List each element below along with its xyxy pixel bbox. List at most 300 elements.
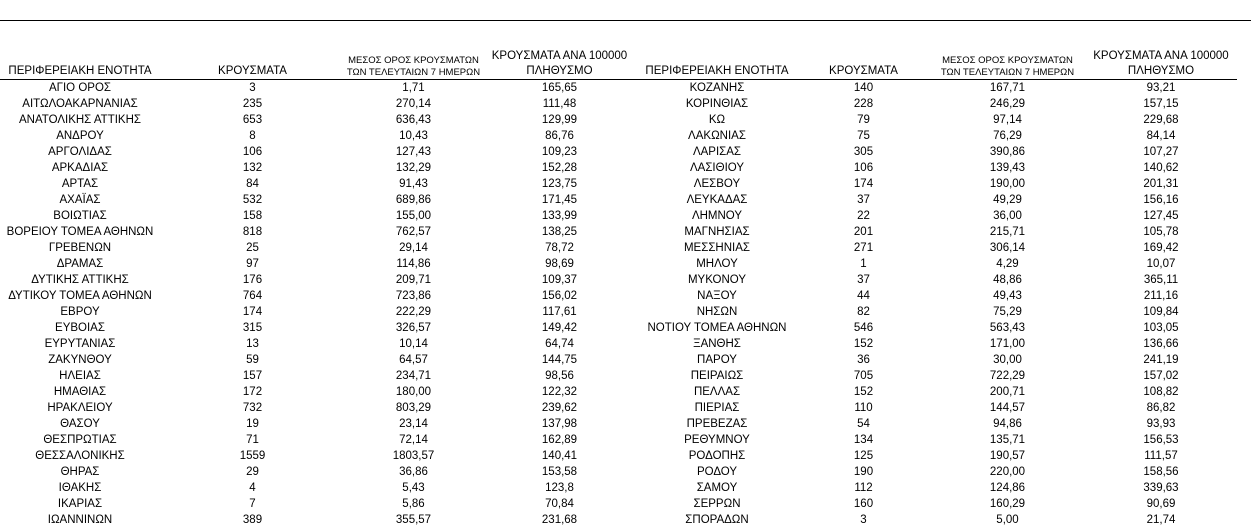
table-row <box>0 496 637 512</box>
avg7-cell: 144,57 <box>989 401 1026 414</box>
table-row <box>637 128 1237 144</box>
cases-cell: 106 <box>853 161 874 174</box>
cases-cell: 532 <box>242 193 263 206</box>
cases-cell: 228 <box>853 97 874 110</box>
avg7-cell: 94,86 <box>993 417 1022 430</box>
table-body-right <box>637 79 1237 528</box>
table-row <box>0 432 637 448</box>
region-cell: ΝΟΤΙΟΥ ΤΟΜΕΑ ΑΘΗΝΩΝ <box>647 321 787 334</box>
table-row <box>0 160 637 176</box>
per100k-cell: 107,27 <box>1143 145 1179 158</box>
region-cell: ΑΝΔΡΟΥ <box>56 129 104 142</box>
region-cell: ΘΕΣΠΡΩΤΙΑΣ <box>43 433 117 446</box>
per100k-cell: 140,62 <box>1143 161 1179 174</box>
cases-cell: 106 <box>242 145 263 158</box>
avg7-cell: 72,14 <box>399 433 428 446</box>
avg7-cell: 636,43 <box>395 113 432 126</box>
cases-cell: 71 <box>246 433 259 446</box>
table-row <box>0 272 637 288</box>
table-row <box>0 240 637 256</box>
cases-cell: 315 <box>242 321 263 334</box>
per100k-cell: 229,68 <box>1143 113 1179 126</box>
per100k-cell: 103,05 <box>1143 321 1179 334</box>
region-cell: ΑΡΤΑΣ <box>61 177 99 190</box>
table-row <box>637 320 1237 336</box>
per100k-cell: 98,56 <box>545 369 574 382</box>
table-row <box>0 464 637 480</box>
per100k-cell: 98,69 <box>545 257 574 270</box>
table-row <box>637 448 1237 464</box>
table-row <box>0 384 637 400</box>
avg7-cell: 803,29 <box>395 401 432 414</box>
per100k-cell: 157,15 <box>1143 97 1179 110</box>
table-row <box>637 144 1237 160</box>
cases-cell: 764 <box>242 289 263 302</box>
avg7-header <box>930 48 1085 79</box>
avg7-cell: 49,43 <box>993 289 1022 302</box>
table-row <box>637 432 1237 448</box>
cases-cell: 705 <box>853 369 874 382</box>
cases-cell: 172 <box>242 385 263 398</box>
avg7-cell: 246,29 <box>989 97 1026 110</box>
table-row <box>0 96 637 112</box>
region-cell: ΜΕΣΣΗΝΙΑΣ <box>683 241 751 254</box>
per100k-cell: 138,25 <box>541 225 578 238</box>
region-cell: ΒΟΙΩΤΙΑΣ <box>53 209 107 222</box>
cases-cell: 19 <box>246 417 259 430</box>
region-cell: ΜΑΓΝΗΣΙΑΣ <box>684 225 750 238</box>
cases-cell: 54 <box>857 417 870 430</box>
avg7-cell: 97,14 <box>993 113 1022 126</box>
table-row <box>637 208 1237 224</box>
avg7-cell: 76,29 <box>993 129 1022 142</box>
per100k-cell: 133,99 <box>541 209 578 222</box>
table-body-left <box>0 79 637 528</box>
avg7-cell: 75,29 <box>993 305 1022 318</box>
header-row <box>637 48 1237 79</box>
per100k-cell: 140,41 <box>541 449 578 462</box>
per100k-cell: 123,8 <box>545 481 574 494</box>
avg7-cell: 222,29 <box>395 305 432 318</box>
cases-cell: 37 <box>857 193 870 206</box>
cases-cell: 158 <box>242 209 263 222</box>
table-row <box>0 352 637 368</box>
region-cell: ΛΕΣΒΟΥ <box>693 177 741 190</box>
table-row <box>0 480 637 496</box>
region-cell: ΙΚΑΡΙΑΣ <box>57 497 103 510</box>
avg7-cell: 124,86 <box>989 481 1026 494</box>
avg7-cell: 10,14 <box>399 337 428 350</box>
cases-cell: 176 <box>242 273 263 286</box>
region-cell: ΑΡΚΑΔΙΑΣ <box>51 161 109 174</box>
cases-cell: 271 <box>853 241 874 254</box>
avg7-cell: 5,86 <box>402 497 425 510</box>
region-cell: ΗΡΑΚΛΕΙΟΥ <box>47 401 113 414</box>
per100k-cell: 105,78 <box>1143 225 1179 238</box>
region-cell: ΜΥΚΟΝΟΥ <box>687 273 747 286</box>
table-row <box>0 304 637 320</box>
cases-cell: 818 <box>242 225 263 238</box>
avg7-cell: 306,14 <box>989 241 1026 254</box>
region-cell: ΑΓΙΟ ΟΡΟΣ <box>48 81 111 94</box>
cases-cell: 4 <box>249 481 256 494</box>
avg7-cell: 132,29 <box>395 161 432 174</box>
region-cell: ΡΟΔΟΥ <box>696 465 738 478</box>
table-row <box>637 496 1237 512</box>
table-row <box>637 480 1237 496</box>
per100k-cell: 109,37 <box>541 273 578 286</box>
avg7-cell: 762,57 <box>395 225 432 238</box>
avg7-cell: 155,00 <box>395 209 432 222</box>
cases-cell: 201 <box>853 225 874 238</box>
per100k-cell: 123,75 <box>541 177 578 190</box>
cases-cell: 97 <box>246 257 259 270</box>
table-row <box>0 224 637 240</box>
per100k-cell: 158,56 <box>1143 465 1179 478</box>
cases-cell: 22 <box>857 209 870 222</box>
avg7-cell: 390,86 <box>989 145 1026 158</box>
cases-cell: 125 <box>853 449 874 462</box>
avg7-cell: 114,86 <box>396 257 431 270</box>
avg7-cell: 200,71 <box>989 385 1026 398</box>
table-row <box>637 400 1237 416</box>
table-row <box>637 464 1237 480</box>
table-row <box>637 272 1237 288</box>
region-header: ΠΕΡΙΦΕΡΕΙΑΚΗ ΕΝΟΤΗΤΑ <box>637 48 797 79</box>
avg7-cell: 5,43 <box>402 481 425 494</box>
region-cell: ΜΗΛΟΥ <box>696 257 738 270</box>
table-row <box>637 304 1237 320</box>
region-cell: ΠΙΕΡΙΑΣ <box>694 401 740 414</box>
avg7-cell: 48,86 <box>993 273 1022 286</box>
cases-cell: 190 <box>853 465 874 478</box>
cases-cell: 3 <box>249 81 256 94</box>
per100k-cell: 231,68 <box>541 513 578 526</box>
per100k-cell: 90,69 <box>1146 497 1176 510</box>
table-row <box>0 128 637 144</box>
table-row <box>0 512 637 528</box>
region-cell: ΔΡΑΜΑΣ <box>56 257 104 270</box>
table-row <box>0 112 637 128</box>
region-cell: ΠΑΡΟΥ <box>697 353 737 366</box>
per100k-cell: 144,75 <box>541 353 578 366</box>
table-row <box>0 288 637 304</box>
avg7-cell: 326,57 <box>395 321 432 334</box>
cases-cell: 84 <box>246 177 259 190</box>
per100k-cell: 162,89 <box>541 433 578 446</box>
region-cell: ΑΙΤΩΛΟΑΚΑΡΝΑΝΙΑΣ <box>22 97 138 110</box>
region-cell: ΓΡΕΒΕΝΩΝ <box>48 241 112 254</box>
per100k-cell: 109,84 <box>1143 305 1179 318</box>
cases-cell: 36 <box>857 353 870 366</box>
region-cell: ΘΑΣΟΥ <box>60 417 100 430</box>
avg7-cell: 49,29 <box>993 193 1022 206</box>
avg7-header-line2: ΤΩΝ ΤΕΛΕΥΤΑΙΩΝ 7 ΗΜΕΡΩΝ <box>346 66 481 78</box>
per100k-cell: 111,57 <box>1144 449 1178 462</box>
region-cell: ΘΕΣΣΑΛΟΝΙΚΗΣ <box>35 449 125 462</box>
region-cell: ΣΑΜΟΥ <box>696 481 738 494</box>
per100k-cell: 136,66 <box>1143 337 1179 350</box>
table-row <box>0 336 637 352</box>
avg7-cell: 689,86 <box>395 193 432 206</box>
avg7-cell: 10,43 <box>399 129 428 142</box>
cases-cell: 174 <box>242 305 263 318</box>
region-cell: ΠΡΕΒΕΖΑΣ <box>686 417 748 430</box>
region-cell: ΑΝΑΤΟΛΙΚΗΣ ΑΤΤΙΚΗΣ <box>18 113 141 126</box>
table-row <box>637 352 1237 368</box>
region-cell: ΘΗΡΑΣ <box>60 465 100 478</box>
per100k-cell: 129,99 <box>541 113 578 126</box>
cases-header: ΚΡΟΥΣΜΑΤΑ <box>160 48 345 79</box>
cases-cell: 160 <box>853 497 874 510</box>
table-row <box>637 256 1237 272</box>
table-row <box>637 160 1237 176</box>
cases-cell: 132 <box>242 161 263 174</box>
region-cell: ΞΑΝΘΗΣ <box>693 337 741 350</box>
cases-cell: 75 <box>857 129 870 142</box>
region-cell: ΕΒΡΟΥ <box>60 305 100 318</box>
region-cell: ΗΜΑΘΙΑΣ <box>53 385 107 398</box>
cases-cell: 44 <box>857 289 870 302</box>
avg7-cell: 723,86 <box>395 289 432 302</box>
avg7-cell: 209,71 <box>395 273 432 286</box>
top-rule <box>0 20 1251 21</box>
table-row <box>637 512 1237 528</box>
table-row <box>0 400 637 416</box>
region-cell: ΛΕΥΚΑΔΑΣ <box>686 193 748 206</box>
region-cell: ΙΩΑΝΝΙΝΩΝ <box>47 513 113 526</box>
cases-cell: 653 <box>242 113 263 126</box>
table-row <box>637 112 1237 128</box>
region-cell: ΒΟΡΕΙΟΥ ΤΟΜΕΑ ΑΘΗΝΩΝ <box>6 225 154 238</box>
cases-cell: 82 <box>857 305 870 318</box>
avg7-cell: 91,43 <box>399 177 428 190</box>
avg7-cell: 135,71 <box>989 433 1026 446</box>
table-row <box>0 256 637 272</box>
table-row <box>0 176 637 192</box>
per100k-header-line1: ΚΡΟΥΣΜΑΤΑ ΑΝΑ 100000 <box>1093 49 1229 62</box>
avg7-cell: 167,71 <box>989 81 1026 94</box>
region-cell: ΛΑΣΙΘΙΟΥ <box>689 161 745 174</box>
avg7-cell: 64,57 <box>399 353 428 366</box>
per100k-cell: 156,53 <box>1143 433 1179 446</box>
per100k-cell: 239,62 <box>541 401 578 414</box>
avg7-cell: 1,71 <box>402 81 425 94</box>
tables-container <box>0 48 1237 528</box>
cases-cell: 235 <box>242 97 263 110</box>
per100k-cell: 108,82 <box>1143 385 1179 398</box>
per100k-cell: 111,48 <box>542 97 577 110</box>
region-cell: ΚΟΡΙΝΘΙΑΣ <box>685 97 749 110</box>
region-cell: ΝΗΣΩΝ <box>696 305 738 318</box>
region-cell: ΚΩ <box>708 113 726 126</box>
region-cell: ΡΕΘΥΜΝΟΥ <box>684 433 750 446</box>
table-row <box>0 208 637 224</box>
per100k-header <box>482 48 637 79</box>
region-cell: ΛΑΡΙΣΑΣ <box>692 145 742 158</box>
per100k-header-line2: ΠΛΗΘΥΣΜΟ <box>526 64 593 77</box>
per100k-cell: 64,74 <box>545 337 574 350</box>
region-cell: ΛΑΚΩΝΙΑΣ <box>688 129 746 142</box>
cases-cell: 174 <box>853 177 874 190</box>
avg7-cell: 234,71 <box>395 369 432 382</box>
avg7-cell: 563,43 <box>989 321 1026 334</box>
avg7-cell: 23,14 <box>399 417 428 430</box>
table-row <box>637 96 1237 112</box>
per100k-cell: 169,42 <box>1143 241 1179 254</box>
cases-cell: 152 <box>853 385 874 398</box>
cases-cell: 3 <box>860 513 867 526</box>
per100k-cell: 156,16 <box>1143 193 1179 206</box>
region-cell: ΣΠΟΡΑΔΩΝ <box>685 513 749 526</box>
cases-cell: 140 <box>853 81 874 94</box>
cases-cell: 79 <box>857 113 870 126</box>
region-cell: ΔΥΤΙΚΟΥ ΤΟΜΕΑ ΑΘΗΝΩΝ <box>8 289 152 302</box>
table-row <box>0 192 637 208</box>
per100k-cell: 70,84 <box>545 497 574 510</box>
region-cell: ΑΡΓΟΛΙΔΑΣ <box>48 145 112 158</box>
per100k-cell: 157,02 <box>1143 369 1179 382</box>
region-cell: ΛΗΜΝΟΥ <box>691 209 743 222</box>
per100k-cell: 21,74 <box>1146 513 1176 526</box>
avg7-cell: 160,29 <box>989 497 1026 510</box>
region-cell: ΚΟΖΑΝΗΣ <box>689 81 745 94</box>
cases-cell: 110 <box>854 401 873 414</box>
table-row <box>0 144 637 160</box>
per100k-cell: 149,42 <box>541 321 578 334</box>
cases-cell: 13 <box>246 337 259 350</box>
per100k-cell: 109,23 <box>541 145 578 158</box>
per100k-cell: 86,82 <box>1146 401 1176 414</box>
per100k-header-line1: ΚΡΟΥΣΜΑΤΑ ΑΝΑ 100000 <box>491 49 628 62</box>
cases-table-right <box>637 48 1237 528</box>
cases-cell: 157 <box>242 369 263 382</box>
per100k-cell: 241,19 <box>1143 353 1179 366</box>
table-row <box>0 368 637 384</box>
per100k-header <box>1085 48 1237 79</box>
table-row <box>637 176 1237 192</box>
cases-cell: 1559 <box>239 449 266 462</box>
avg7-cell: 220,00 <box>989 465 1026 478</box>
table-row <box>637 79 1237 96</box>
cases-cell: 25 <box>246 241 259 254</box>
region-cell: ΖΑΚΥΝΘΟΥ <box>48 353 112 366</box>
avg7-cell: 215,71 <box>989 225 1026 238</box>
region-cell: ΙΘΑΚΗΣ <box>58 481 102 494</box>
region-cell: ΕΥΡΥΤΑΝΙΑΣ <box>44 337 116 350</box>
avg7-cell: 171,00 <box>989 337 1026 350</box>
per100k-cell: 93,21 <box>1146 81 1176 94</box>
avg7-cell: 36,86 <box>399 465 428 478</box>
table-row <box>0 448 637 464</box>
avg7-header-line1: ΜΕΣΟΣ ΟΡΟΣ ΚΡΟΥΣΜΑΤΩΝ <box>942 54 1073 66</box>
region-cell: ΣΕΡΡΩΝ <box>693 497 741 510</box>
avg7-cell: 1803,57 <box>392 449 435 462</box>
table-row <box>637 336 1237 352</box>
cases-cell: 59 <box>246 353 259 366</box>
header-row <box>0 48 637 79</box>
per100k-cell: 201,31 <box>1143 177 1179 190</box>
table-row <box>637 368 1237 384</box>
per100k-cell: 152,28 <box>541 161 578 174</box>
avg7-cell: 139,43 <box>989 161 1026 174</box>
avg7-cell: 270,14 <box>395 97 432 110</box>
table-row <box>637 224 1237 240</box>
cases-header: ΚΡΟΥΣΜΑΤΑ <box>797 48 930 79</box>
cases-cell: 112 <box>854 481 873 494</box>
avg7-cell: 190,57 <box>989 449 1026 462</box>
per100k-cell: 153,58 <box>541 465 578 478</box>
cases-cell: 134 <box>853 433 874 446</box>
per100k-cell: 365,11 <box>1143 273 1179 286</box>
per100k-cell: 171,45 <box>541 193 578 206</box>
avg7-cell: 36,00 <box>993 209 1022 222</box>
per100k-cell: 339,63 <box>1143 481 1179 494</box>
cases-cell: 389 <box>242 513 263 526</box>
table-row <box>0 320 637 336</box>
per100k-cell: 127,45 <box>1143 209 1179 222</box>
avg7-cell: 127,43 <box>395 145 432 158</box>
region-cell: ΠΕΛΛΑΣ <box>693 385 741 398</box>
per100k-cell: 10,07 <box>1146 257 1176 270</box>
per100k-cell: 84,14 <box>1146 129 1176 142</box>
table-row <box>637 384 1237 400</box>
per100k-cell: 93,93 <box>1146 417 1176 430</box>
table-row <box>637 192 1237 208</box>
table-row <box>637 240 1237 256</box>
cases-cell: 546 <box>853 321 874 334</box>
avg7-cell: 30,00 <box>993 353 1022 366</box>
per100k-cell: 211,16 <box>1143 289 1179 302</box>
avg7-header <box>345 48 482 79</box>
per100k-cell: 122,32 <box>541 385 578 398</box>
per100k-cell: 86,76 <box>545 129 574 142</box>
cases-cell: 7 <box>249 497 256 510</box>
avg7-header-line1: ΜΕΣΟΣ ΟΡΟΣ ΚΡΟΥΣΜΑΤΩΝ <box>348 54 479 66</box>
region-header: ΠΕΡΙΦΕΡΕΙΑΚΗ ΕΝΟΤΗΤΑ <box>0 48 160 79</box>
avg7-cell: 355,57 <box>395 513 432 526</box>
per100k-header-line2: ΠΛΗΘΥΣΜΟ <box>1127 64 1195 77</box>
cases-table-left <box>0 48 637 528</box>
cases-cell: 732 <box>242 401 263 414</box>
table-row <box>0 416 637 432</box>
per100k-cell: 156,02 <box>541 289 578 302</box>
region-cell: ΗΛΕΙΑΣ <box>59 369 101 382</box>
cases-cell: 29 <box>246 465 259 478</box>
avg7-cell: 4,29 <box>996 257 1019 270</box>
region-cell: ΑΧΑΪΑΣ <box>59 193 101 206</box>
avg7-header-line2: ΤΩΝ ΤΕΛΕΥΤΑΙΩΝ 7 ΗΜΕΡΩΝ <box>940 66 1075 78</box>
avg7-cell: 190,00 <box>989 177 1026 190</box>
cases-cell: 152 <box>853 337 874 350</box>
per100k-cell: 137,98 <box>541 417 578 430</box>
region-cell: ΔΥΤΙΚΗΣ ΑΤΤΙΚΗΣ <box>31 273 129 286</box>
per100k-cell: 78,72 <box>545 241 574 254</box>
avg7-cell: 5,00 <box>996 513 1019 526</box>
avg7-cell: 180,00 <box>395 385 432 398</box>
cases-cell: 37 <box>857 273 870 286</box>
per100k-cell: 117,61 <box>542 305 577 318</box>
region-cell: ΕΥΒΟΙΑΣ <box>55 321 105 334</box>
per100k-cell: 165,65 <box>541 81 578 94</box>
table-row <box>637 288 1237 304</box>
table-row <box>637 416 1237 432</box>
region-cell: ΠΕΙΡΑΙΩΣ <box>690 369 744 382</box>
cases-cell: 8 <box>249 129 256 142</box>
avg7-cell: 722,29 <box>989 369 1026 382</box>
cases-cell: 305 <box>853 145 874 158</box>
cases-cell: 1 <box>860 257 867 270</box>
